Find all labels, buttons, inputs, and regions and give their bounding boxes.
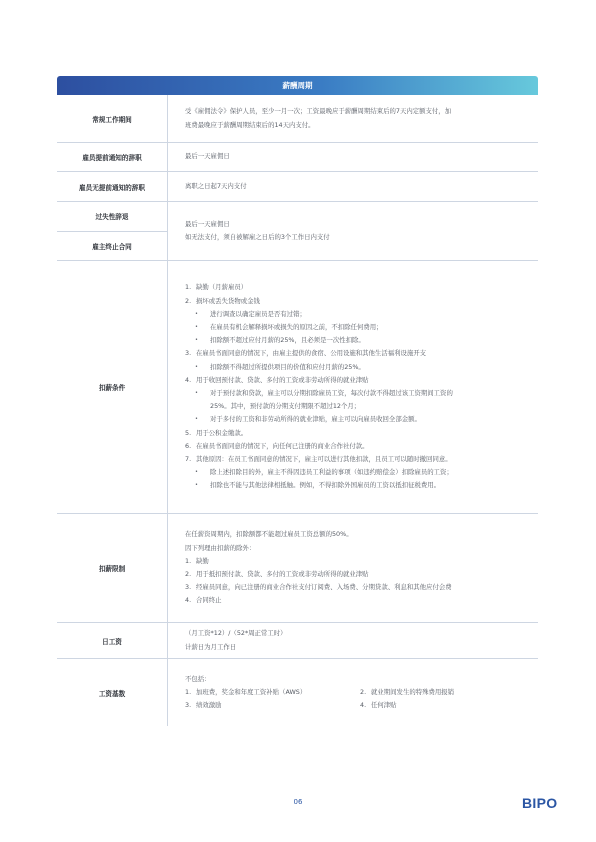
list-number: 2. bbox=[360, 687, 367, 696]
row-label: 过失性辞退 bbox=[95, 213, 129, 222]
list-number: 5. bbox=[185, 428, 192, 437]
list-number: 4. bbox=[360, 701, 367, 710]
text-line: 在任薪资周期内，扣除额都不能超过雇员工资总额的50%。 bbox=[185, 530, 353, 539]
list-text: 绩效激励 bbox=[196, 701, 222, 710]
bullet-icon: • bbox=[195, 482, 198, 489]
salary-period-table bbox=[57, 76, 538, 726]
row-content bbox=[168, 623, 538, 658]
list-text: 用于公积金缴款。 bbox=[196, 428, 248, 437]
bullet-spacer bbox=[195, 400, 210, 413]
row-content bbox=[168, 659, 538, 726]
bullet-text: 进行调查以确定雇员是否有过错； bbox=[210, 309, 306, 318]
text-line: 受《雇佣法令》保护人员，至少一月一次；工资最晚应于薪酬周期结束后的7天内定额支付，加 bbox=[185, 107, 452, 116]
row-label: 工资基数 bbox=[57, 659, 168, 726]
bullet-icon: • bbox=[195, 416, 198, 423]
list-number: 4. bbox=[185, 375, 192, 384]
bullet-text: 除上述扣除目的外，雇主不得因违员工利益的事项（如违约赔偿金）扣除雇员的工资； bbox=[210, 468, 453, 477]
bullet-continuation bbox=[185, 400, 530, 413]
list-text: 在雇员书面同意的情况下，向任何已注册的商业合作社付款。 bbox=[196, 441, 369, 450]
list-number: 3. bbox=[185, 349, 192, 358]
bullet-text: 对于预付款和贷款，雇主可以分期扣除雇员工资，每次付款不得超过该工资期间工资的 bbox=[210, 389, 453, 397]
bullet-item bbox=[185, 308, 530, 321]
row-label: 常规工作期间 bbox=[57, 95, 168, 142]
list-item bbox=[185, 581, 530, 594]
list-number: 2. bbox=[185, 570, 192, 578]
list-number: 7. bbox=[185, 455, 192, 464]
bullet-text: 对于多付的工资和非劳动所得的就业津贴，雇主可以向雇员收回全部金额。 bbox=[210, 415, 421, 424]
list-text: 缺勤（月薪雇员） bbox=[196, 283, 248, 292]
list-number: 1. bbox=[185, 687, 192, 696]
bullet-text: 在雇员有机会解释损坏或损失的原因之前，不扣除任何费用； bbox=[210, 322, 383, 331]
list-item bbox=[185, 347, 530, 360]
text-line: 班费最晚应于薪酬周期结束后的14天内支付。 bbox=[185, 120, 315, 129]
row-content bbox=[168, 143, 538, 171]
list-item bbox=[185, 440, 530, 453]
row-label: 扣薪条件 bbox=[57, 261, 168, 513]
list-text: 经雇员同意，向已注册的商业合作社支付订阅费、入场费、分期贷款、利息和其他应付会费 bbox=[196, 583, 452, 592]
list-number: 4. bbox=[185, 596, 192, 605]
row-content bbox=[168, 95, 538, 142]
bullet-text: 扣除额不得超过所提供项目的价值和应付月薪的25%。 bbox=[210, 362, 365, 371]
list-text: 损坏或丢失货物或金钱 bbox=[196, 296, 260, 305]
row-content bbox=[168, 514, 538, 622]
table-header: 薪酬周期 bbox=[57, 76, 538, 95]
row-label: 日工资 bbox=[57, 623, 168, 658]
list-text: 用于抵扣预付款、贷款、多付的工资或非劳动所得的就业津贴 bbox=[196, 570, 369, 578]
list-text: 任何津贴 bbox=[371, 701, 397, 710]
list-item bbox=[185, 686, 360, 699]
bullet-item bbox=[185, 413, 530, 426]
text-line: 最后一天雇佣日 bbox=[185, 219, 230, 228]
list-item bbox=[185, 427, 530, 440]
bullet-text: 扣除额不超过应付月薪的25%，且必须是一次性扣除。 bbox=[210, 336, 365, 345]
list-number: 3. bbox=[185, 583, 192, 592]
list-number: 1. bbox=[185, 283, 192, 292]
list-item bbox=[185, 568, 530, 581]
page-number: 06 bbox=[293, 798, 303, 806]
bullet-item bbox=[185, 321, 530, 334]
row-content bbox=[168, 261, 538, 513]
list-item bbox=[360, 699, 397, 712]
merged-labels bbox=[57, 202, 168, 260]
list-item bbox=[185, 555, 530, 568]
bullet-text: 25%。其中，预付款的分期支付期限不超过12个月； bbox=[210, 402, 361, 411]
list-item bbox=[185, 594, 530, 607]
bipo-logo: BIPO bbox=[522, 795, 558, 811]
list-columns bbox=[185, 686, 530, 699]
list-number: 2. bbox=[185, 296, 192, 305]
list-item bbox=[185, 281, 530, 294]
table-row-merged bbox=[57, 202, 538, 261]
list-item bbox=[185, 295, 530, 308]
table-row bbox=[57, 659, 538, 726]
text-line: 计薪日为月工作日 bbox=[185, 642, 237, 651]
table-row bbox=[57, 95, 538, 143]
list-item bbox=[360, 686, 454, 699]
row-label: 雇员提前通知的辞职 bbox=[57, 143, 168, 171]
text-line: 不包括： bbox=[185, 674, 211, 683]
table-row bbox=[57, 172, 538, 202]
row-label: 雇主终止合同 bbox=[57, 231, 167, 261]
row-label: 雇员无提前通知的辞职 bbox=[57, 172, 168, 201]
list-text: 用于收回预付款、贷款、多付的工资或非劳动所得的就业津贴 bbox=[196, 375, 369, 384]
bullet-text: 扣除也不能与其他法律相抵触。例如，不得扣除外国雇员的工资以抵扣征税费用。 bbox=[210, 481, 441, 490]
list-text: 加班费，奖金和年度工资补贴（AWS） bbox=[196, 687, 307, 696]
table-row bbox=[57, 261, 538, 514]
bullet-icon: • bbox=[195, 323, 198, 330]
list-number: 6. bbox=[185, 441, 192, 450]
list-text: 合同终止 bbox=[196, 596, 222, 605]
bullet-icon: • bbox=[195, 363, 198, 370]
list-text: 其他原因：在员工书面同意的情况下，雇主可以进行其他扣款，且员工可以随时撤回同意。 bbox=[196, 455, 452, 464]
row-label: 扣薪限制 bbox=[57, 514, 168, 622]
table-row bbox=[57, 514, 538, 623]
bullet-item bbox=[185, 466, 530, 479]
list-number: 1. bbox=[185, 556, 192, 565]
list-number: 3. bbox=[185, 701, 192, 710]
row-content bbox=[168, 202, 538, 260]
list-text: 在雇员书面同意的情况下，由雇主提供的食宿、公用设施和其他生活福利设施开支 bbox=[196, 349, 427, 358]
text-line: 最后一天雇佣日 bbox=[185, 152, 230, 161]
list-item bbox=[185, 374, 530, 387]
bullet-icon: • bbox=[195, 469, 198, 476]
text-line: 因下列理由扣薪的除外： bbox=[185, 543, 256, 552]
list-columns bbox=[185, 699, 530, 712]
bullet-icon: • bbox=[195, 337, 198, 344]
list-text: 就业期间发生的特殊费用报销 bbox=[371, 687, 455, 696]
list-item bbox=[185, 453, 530, 466]
list-item bbox=[185, 699, 360, 712]
text-line: （月工资*12）/（52*周正常工时） bbox=[185, 629, 287, 638]
bullet-item bbox=[185, 334, 530, 347]
table-row bbox=[57, 623, 538, 659]
bullet-item bbox=[185, 361, 530, 374]
list-text: 缺勤 bbox=[196, 556, 209, 565]
bullet-item bbox=[185, 479, 530, 492]
bullet-icon: • bbox=[195, 390, 198, 396]
text-line: 离职之日起7天内支付 bbox=[185, 181, 247, 190]
bullet-icon: • bbox=[195, 310, 198, 317]
bullet-item bbox=[185, 387, 530, 400]
table-row bbox=[57, 143, 538, 172]
text-line: 如无法支付，须自被解雇之日后的3个工作日内支付 bbox=[185, 233, 330, 241]
row-content bbox=[168, 172, 538, 201]
